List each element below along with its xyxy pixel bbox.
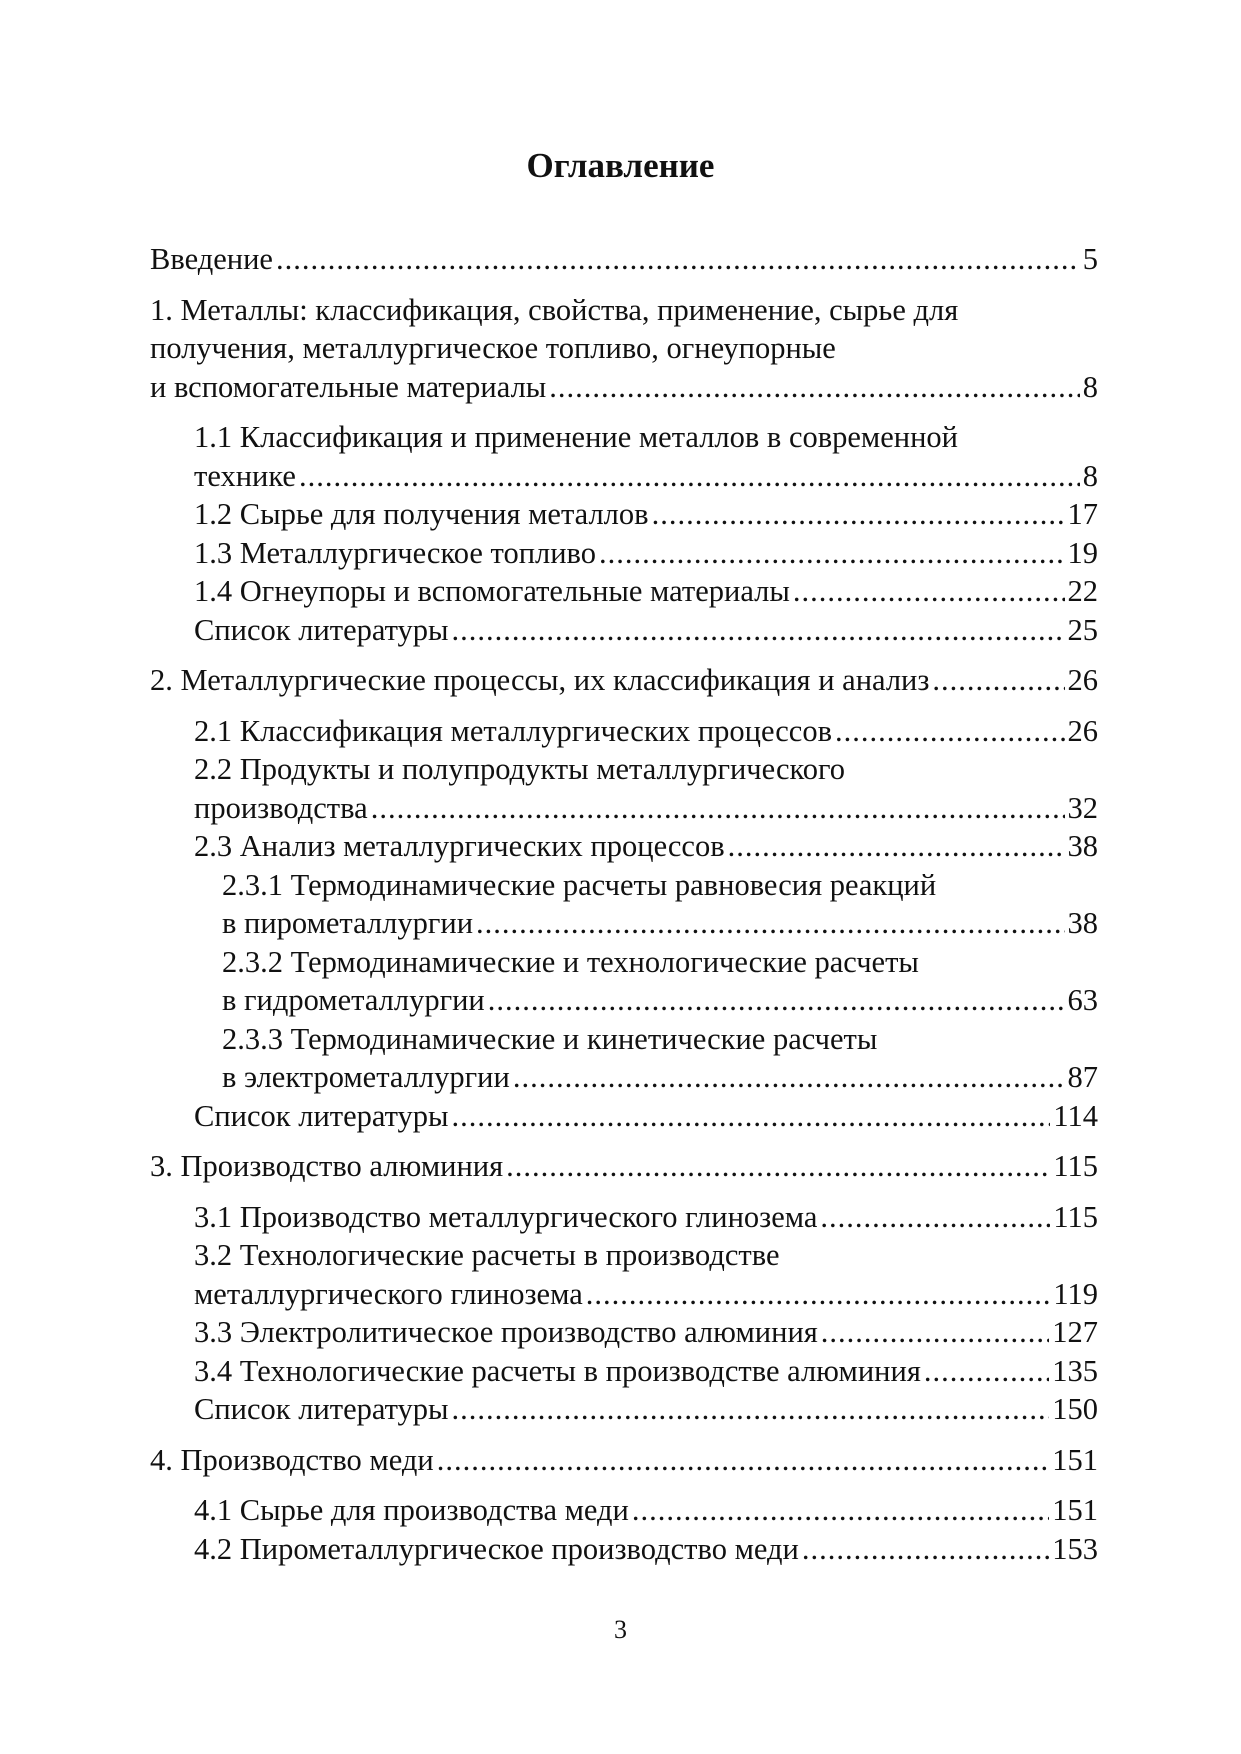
- toc-entry-title: в пирометаллургии: [222, 906, 474, 940]
- toc-entry[interactable]: [150, 1441, 1098, 1480]
- toc-entry-line: получения, металлургическое топливо, огнеупорные: [150, 331, 836, 365]
- toc-entry-line: 1. Металлы: классификация, свойства, применение, сырье для: [150, 292, 959, 327]
- toc-page-number: 119: [1053, 1276, 1098, 1311]
- toc-entry-title: 3. Производство алюминия: [150, 1149, 504, 1183]
- toc-entry-title: 2.3 Анализ металлургических процессов: [194, 829, 725, 863]
- toc-entry[interactable]: [150, 611, 1098, 650]
- dot-leader: [802, 1530, 1049, 1569]
- toc-entry[interactable]: [150, 534, 1098, 573]
- toc-entry-title: 3.1 Производство металлургического глинозема: [194, 1199, 818, 1234]
- toc-entry[interactable]: [150, 1097, 1098, 1136]
- dot-leader: [371, 789, 1065, 828]
- page-title: Оглавление: [526, 146, 715, 185]
- dot-leader: [452, 1097, 1051, 1136]
- toc-entry-title: 2.1 Классификация металлургических процессов: [194, 713, 832, 748]
- toc-entry[interactable]: [150, 572, 1098, 611]
- toc-page-number: 22: [1067, 574, 1098, 608]
- toc-entry[interactable]: [150, 750, 1098, 827]
- dot-leader: [488, 981, 1065, 1020]
- toc-page-number: 135: [1052, 1353, 1098, 1388]
- toc-entry-title: в гидрометаллургии: [222, 983, 485, 1017]
- toc-entry-line: 2.3.1 Термодинамические расчеты равновесия реакций: [222, 867, 937, 902]
- toc-entry-line: 2.2 Продукты и полупродукты металлургического: [194, 752, 845, 786]
- toc-page-number: 153: [1052, 1531, 1098, 1566]
- toc-entry-title: металлургического глинозема: [194, 1276, 583, 1311]
- page-number: 3: [614, 1615, 627, 1644]
- dot-leader: [728, 827, 1065, 866]
- toc-entry-line: 2.3.2 Термодинамические и технологические расчеты: [222, 944, 919, 979]
- toc-page-number: 17: [1067, 497, 1098, 531]
- toc-page-number: 115: [1053, 1149, 1098, 1183]
- toc-entry-line: 3.2 Технологические расчеты в производстве: [194, 1238, 780, 1272]
- toc-entry[interactable]: [150, 1313, 1098, 1352]
- toc-page-number: 26: [1067, 713, 1098, 748]
- toc-entry[interactable]: [150, 1530, 1098, 1569]
- toc-page-number: 151: [1052, 1442, 1098, 1477]
- toc-entry-title: 3.3 Электролитическое производство алюминия: [194, 1315, 818, 1349]
- dot-leader: [452, 611, 1065, 650]
- toc-entry-title: 4. Производство меди: [150, 1442, 434, 1477]
- toc-entry-title: 1.2 Сырье для получения металлов: [194, 497, 649, 531]
- dot-leader: [586, 1275, 1051, 1314]
- table-of-contents: [150, 240, 1098, 1568]
- toc-entry[interactable]: [150, 418, 1098, 495]
- toc-page-number: 150: [1052, 1392, 1098, 1426]
- dot-leader: [506, 1147, 1050, 1186]
- toc-entry-line: 2.3.3 Термодинамические и кинетические расчеты: [222, 1021, 878, 1056]
- toc-page-number: 8: [1082, 369, 1098, 404]
- toc-entry[interactable]: [150, 1020, 1098, 1097]
- toc-page-number: 151: [1052, 1493, 1098, 1527]
- toc-page-number: 114: [1053, 1098, 1098, 1133]
- toc-entry[interactable]: [150, 1491, 1098, 1530]
- dot-leader: [549, 368, 1079, 407]
- toc-page-number: 127: [1052, 1315, 1098, 1349]
- toc-entry[interactable]: [150, 1198, 1098, 1237]
- toc-page-number: 38: [1067, 829, 1098, 863]
- toc-entry[interactable]: [150, 866, 1098, 943]
- toc-entry-title: 4.1 Сырье для производства меди: [194, 1493, 629, 1527]
- toc-entry-title: технике: [194, 458, 296, 493]
- toc-entry[interactable]: [150, 495, 1098, 534]
- toc-page-number: 5: [1082, 242, 1098, 276]
- toc-page-number: 63: [1067, 983, 1098, 1017]
- toc-entry[interactable]: [150, 1352, 1098, 1391]
- toc-page-number: 8: [1082, 458, 1098, 493]
- toc-entry[interactable]: [150, 1147, 1098, 1186]
- dot-leader: [476, 904, 1064, 943]
- toc-entry-title: в электрометаллургии: [222, 1060, 510, 1094]
- dot-leader: [599, 534, 1065, 573]
- toc-entry[interactable]: [150, 712, 1098, 751]
- dot-leader: [452, 1390, 1050, 1429]
- dot-leader: [793, 572, 1065, 611]
- toc-page-number: 25: [1067, 612, 1098, 647]
- dot-leader: [437, 1441, 1050, 1480]
- toc-entry[interactable]: [150, 1236, 1098, 1313]
- toc-entry-title: Список литературы: [194, 1098, 449, 1133]
- toc-entry-line: 1.1 Классификация и применение металлов в современной: [194, 420, 958, 454]
- dot-leader: [513, 1058, 1065, 1097]
- toc-entry-title: 3.4 Технологические расчеты в производстве алюминия: [194, 1353, 921, 1388]
- dot-leader: [820, 1198, 1050, 1237]
- toc-entry[interactable]: [150, 661, 1098, 700]
- toc-entry-title: 4.2 Пирометаллургическое производство меди: [194, 1531, 799, 1566]
- toc-entry[interactable]: [150, 240, 1098, 279]
- toc-page-number: 38: [1067, 906, 1098, 940]
- dot-leader: [632, 1491, 1049, 1530]
- toc-entry-title: Список литературы: [194, 612, 449, 647]
- toc-entry-title: и вспомогательные материалы: [150, 369, 547, 404]
- toc-entry-title: 1.4 Огнеупоры и вспомогательные материалы: [194, 574, 790, 608]
- toc-entry-title: 1.3 Металлургическое топливо: [194, 535, 596, 570]
- dot-leader: [924, 1352, 1049, 1391]
- dot-leader: [652, 495, 1065, 534]
- toc-page-number: 32: [1067, 790, 1098, 825]
- toc-entry-title: 2. Металлургические процессы, их классификация и анализ: [150, 663, 930, 697]
- dot-leader: [276, 240, 1080, 279]
- toc-entry[interactable]: [150, 291, 1098, 407]
- dot-leader: [299, 457, 1080, 496]
- dot-leader: [821, 1313, 1049, 1352]
- toc-entry[interactable]: [150, 1390, 1098, 1429]
- toc-entry[interactable]: [150, 943, 1098, 1020]
- toc-entry-title: производства: [194, 790, 368, 825]
- dot-leader: [932, 661, 1064, 700]
- toc-page-number: 115: [1053, 1199, 1098, 1234]
- toc-page-number: 19: [1067, 535, 1098, 570]
- toc-page-number: 26: [1067, 663, 1098, 697]
- dot-leader: [835, 712, 1065, 751]
- toc-entry-title: Введение: [150, 242, 273, 276]
- toc-entry-title: Список литературы: [194, 1392, 449, 1426]
- toc-page-number: 87: [1067, 1060, 1098, 1094]
- toc-entry[interactable]: [150, 827, 1098, 866]
